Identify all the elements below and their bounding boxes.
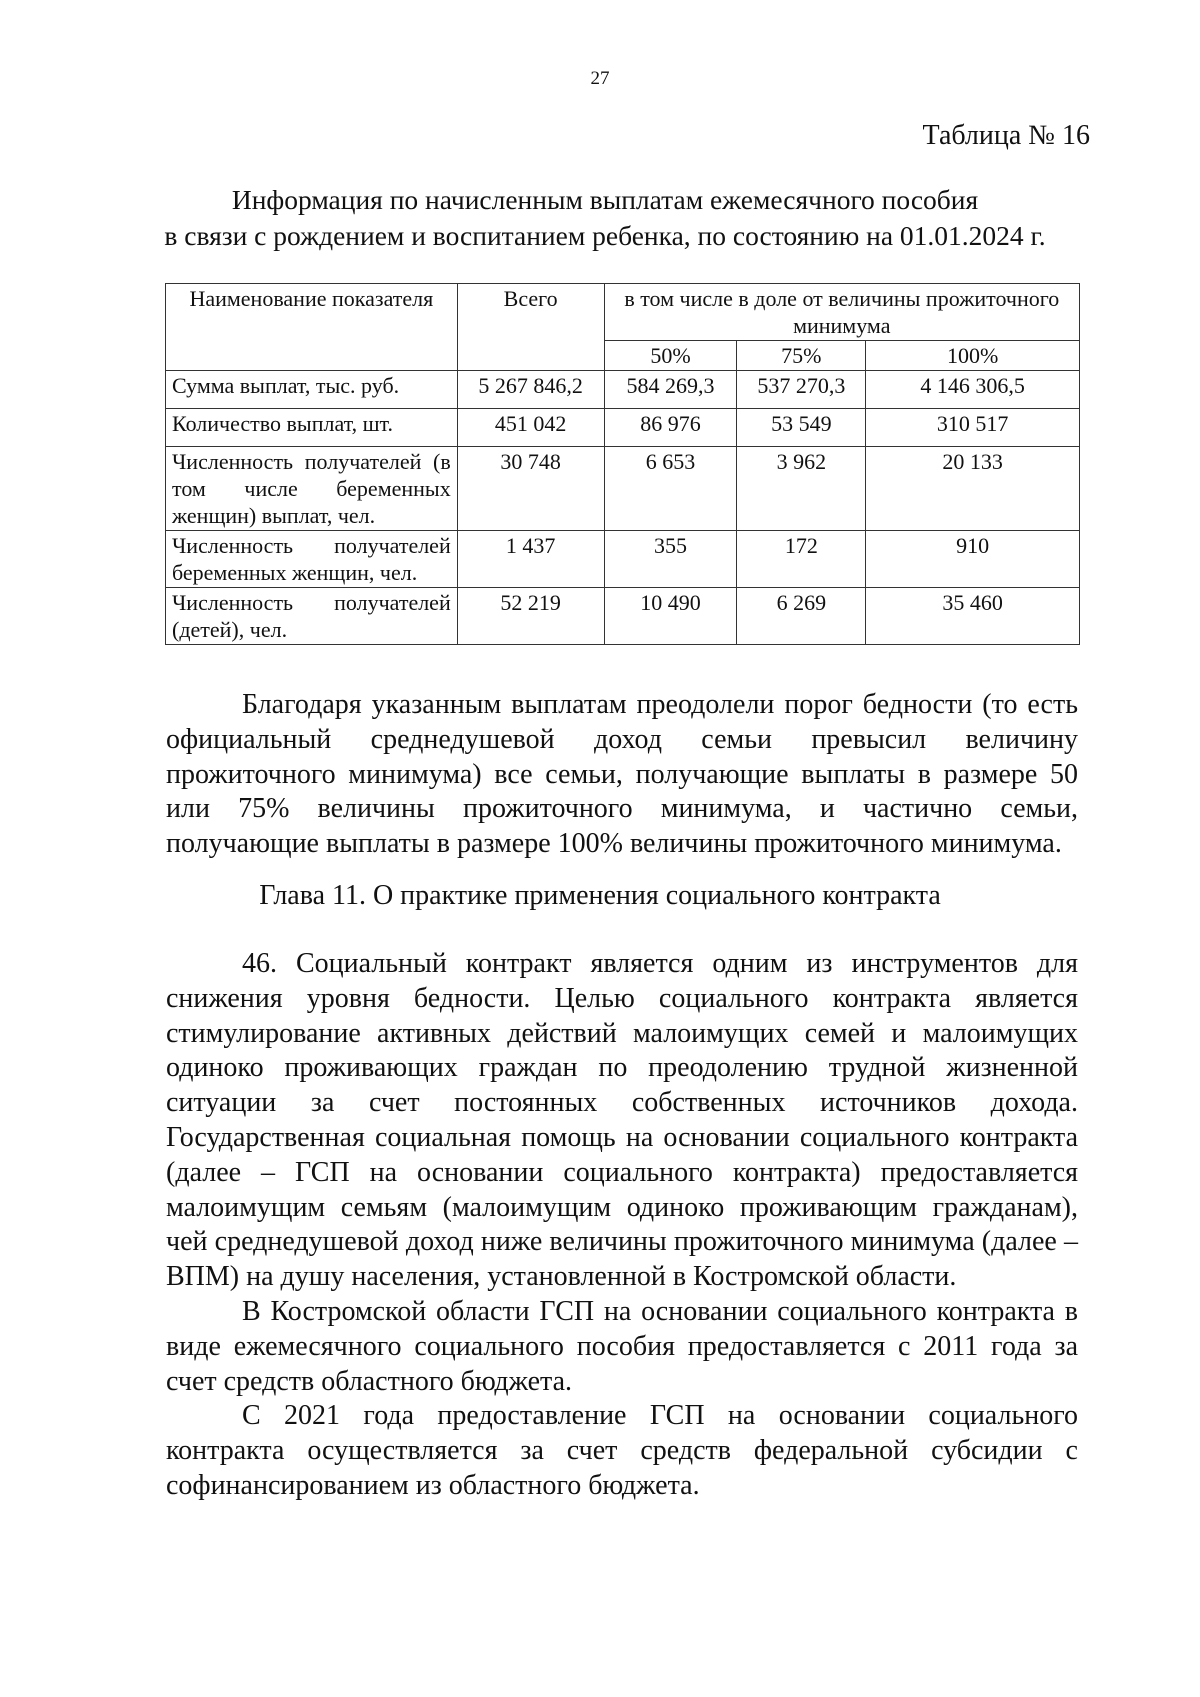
table-row <box>166 447 1080 531</box>
row-label: Численность получателей (детей), чел. <box>166 588 458 645</box>
header-75: 75% <box>737 341 866 371</box>
row-label: Численность получателей (в том числе беременных женщин) выплат, чел. <box>166 447 458 531</box>
paragraph-poverty: Благодаря указанным выплатам преодолели порог бедности (то есть официальный среднедушевой доход семьи превысил величину прожиточного минимума) все семьи, получающие выплаты в размере 50 или 75% величины прожиточного минимума, и частично семьи, получающие выплаты в размере 100% величины прожиточного минимума. <box>166 689 1078 860</box>
cell-total: 30 748 <box>457 447 604 531</box>
cell-100: 310 517 <box>866 409 1080 447</box>
cell-75: 6 269 <box>737 588 866 645</box>
cell-100: 20 133 <box>866 447 1080 531</box>
cell-75: 172 <box>737 531 866 588</box>
cell-total: 52 219 <box>457 588 604 645</box>
table-title <box>150 182 1060 254</box>
table-title-line-1: Информация по начисленным выплатам ежемесячного пособия <box>231 184 979 215</box>
header-100: 100% <box>866 341 1080 371</box>
cell-100: 35 460 <box>866 588 1080 645</box>
page-number: 27 <box>590 68 610 89</box>
cell-100: 4 146 306,5 <box>866 371 1080 409</box>
social-contract-text-block <box>166 947 1078 1504</box>
cell-total: 5 267 846,2 <box>457 371 604 409</box>
cell-50: 86 976 <box>604 409 737 447</box>
table-label: Таблица № 16 <box>922 120 1090 151</box>
table-row <box>166 531 1080 588</box>
cell-total: 1 437 <box>457 531 604 588</box>
header-indicator: Наименование показателя <box>166 284 458 371</box>
cell-50: 584 269,3 <box>604 371 737 409</box>
cell-50: 355 <box>604 531 737 588</box>
header-50: 50% <box>604 341 737 371</box>
poverty-text-block <box>166 688 1078 862</box>
table-row <box>166 588 1080 645</box>
row-label: Сумма выплат, тыс. руб. <box>166 371 458 409</box>
cell-75: 3 962 <box>737 447 866 531</box>
table-title-line-2: в связи с рождением и воспитанием ребенка, по состоянию на 01.01.2024 г. <box>164 220 1046 251</box>
cell-100: 910 <box>866 531 1080 588</box>
paragraph-2011: В Костромской области ГСП на основании социального контракта в виде ежемесячного социального пособия предоставляется с 2011 года за счет средств областного бюджета. <box>166 1295 1078 1397</box>
header-total: Всего <box>457 284 604 371</box>
row-label: Количество выплат, шт. <box>166 409 458 447</box>
cell-50: 6 653 <box>604 447 737 531</box>
cell-75: 53 549 <box>737 409 866 447</box>
table-row <box>166 371 1080 409</box>
header-share-group: в том числе в доле от величины прожиточного минимума <box>604 284 1079 341</box>
payments-table <box>165 283 1080 645</box>
cell-75: 537 270,3 <box>737 371 866 409</box>
row-label: Численность получателей беременных женщин, чел. <box>166 531 458 588</box>
table-header-row <box>166 284 1080 341</box>
paragraph-46: 46. Социальный контракт является одним из инструментов для снижения уровня бедности. Целью социального контракта является стимулирование активных действий малоимущих семей и малоимущих одиноко проживающих граждан по преодолению трудной жизненной ситуации за счет постоянных собственных источников дохода. Государственная социальная помощь на основании социального контракта (далее – ГСП на основании социального контракта) предоставляется малоимущим семьям (малоимущим одиноко проживающим гражданам), чей среднедушевой доход ниже величины прожиточного минимума (далее – ВПМ) на душу населения, установленной в Костромской области. <box>166 948 1078 1293</box>
table-row <box>166 409 1080 447</box>
chapter-title: Глава 11. О практике применения социального контракта <box>259 880 941 911</box>
cell-total: 451 042 <box>457 409 604 447</box>
cell-50: 10 490 <box>604 588 737 645</box>
paragraph-2021: С 2021 года предоставление ГСП на основании социального контракта осуществляется за счет средств федеральной субсидии с софинансированием из областного бюджета. <box>166 1400 1078 1501</box>
